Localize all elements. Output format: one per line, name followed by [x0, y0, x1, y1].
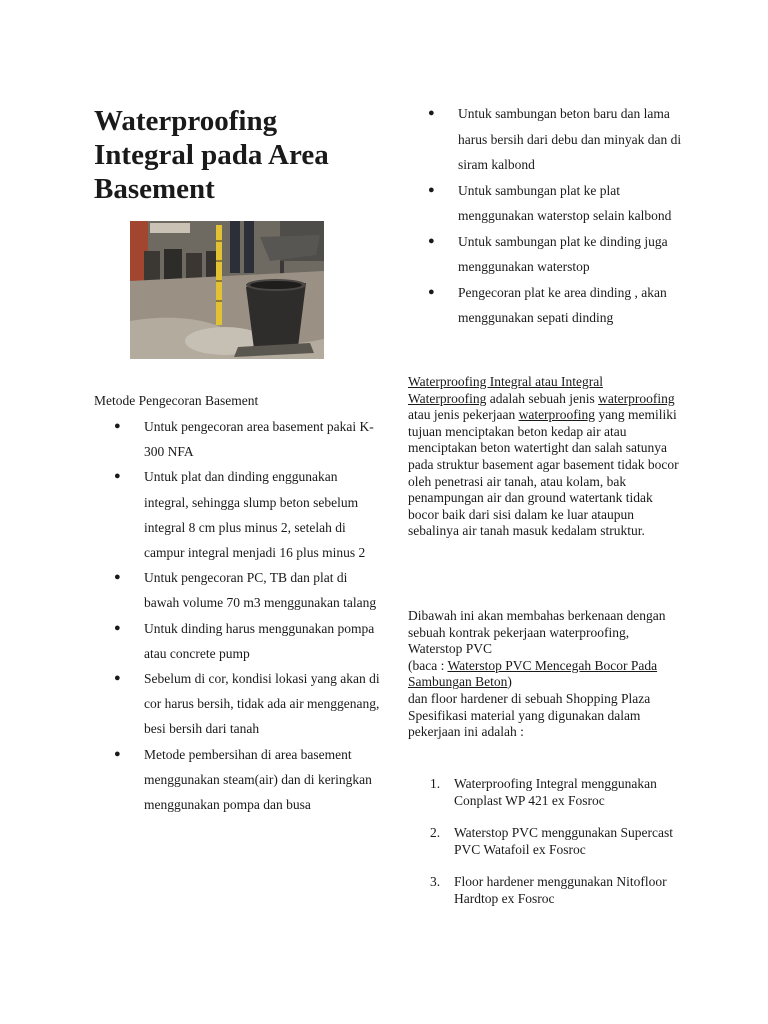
- bullet-icon: ●: [428, 107, 435, 119]
- list-item: 2. Waterstop PVC menggunakan Supercast PVC Watafoil ex Fosroc: [430, 825, 673, 857]
- spec-list: [408, 776, 680, 924]
- bullet-icon: ●: [428, 285, 435, 298]
- list-item: ● Untuk pengecoran PC, TB dan plat di bawah volume 70 m3 menggunakan talang: [94, 565, 384, 615]
- section-label: Metode Pengecoran Basement: [94, 393, 259, 408]
- bullet-icon: ●: [428, 183, 435, 196]
- list-item: 3. Floor hardener menggunakan Nitofloor Hardtop ex Fosroc: [430, 874, 667, 906]
- list-item: ● Untuk sambungan plat ke dinding juga menggunakan waterstop: [408, 229, 688, 280]
- construction-photo: [130, 221, 324, 359]
- waterproofing-link[interactable]: waterproofing: [598, 390, 675, 406]
- bullet-icon: ●: [114, 470, 121, 483]
- list-item: ● Sebelum di cor, kondisi lokasi yang akan di cor harus bersih, tidak ada air menggenang, besi bersih dari tanah: [94, 666, 384, 742]
- bullet-icon: ●: [114, 672, 121, 685]
- page-title: Waterproofing Integral pada Area Basement: [94, 105, 329, 205]
- list-item: ● Untuk pengecoran area basement pakai K-300 NFA: [94, 414, 384, 464]
- waterproofing-link-2[interactable]: waterproofing: [518, 407, 596, 423]
- bullet-icon: ●: [114, 571, 121, 584]
- contract-paragraph: Dibawah ini akan membahas berkenaan dengan sebuah kontrak pekerjaan waterproofing, Waterstop PVC (baca : Waterstop PVC Mencegah Bocor Pada Sambungan Beton) dan floor hardener di sebuah Shopping Plaza Spesifikasi material yang digunakan dalam pekerjaan ini adalah :: [408, 608, 666, 740]
- list-item: ● Untuk dinding harus menggunakan pompa atau concrete pump: [94, 616, 384, 666]
- list-item: ● Metode pembersihan di area basement menggunakan steam(air) dan di keringkan menggunakan pompa dan busa: [94, 742, 384, 818]
- waterstop-article-link[interactable]: Waterstop PVC Mencegah Bocor Pada Sambungan Beton: [408, 657, 658, 690]
- list-item: 1. Waterproofing Integral menggunakan Conplast WP 421 ex Fosroc: [430, 776, 657, 808]
- bullet-icon: ●: [114, 420, 121, 432]
- list-item: ● Pengecoran plat ke area dinding , akan menggunakan sepati dinding: [408, 280, 688, 331]
- bullet-icon: ●: [114, 621, 121, 634]
- bullet-icon: ●: [114, 747, 121, 760]
- list-item: ● Untuk sambungan plat ke plat menggunakan waterstop selain kalbond: [408, 178, 688, 229]
- left-column: [94, 392, 384, 817]
- list-item: ● Untuk plat dan dinding enggunakan integral, sehingga slump beton sebelum integral 8 cm plus minus 2, setelah di campur integral menjadi 16 plus minus 2: [94, 464, 384, 565]
- joint-list: [408, 101, 688, 331]
- bullet-icon: ●: [428, 234, 435, 247]
- waterproofing-integral-link[interactable]: Waterproofing Integral atau Integral Waterproofing: [408, 374, 603, 406]
- method-list: [94, 414, 384, 817]
- right-top-column: [408, 101, 688, 331]
- list-item: ● Untuk sambungan beton baru dan lama harus bersih dari debu dan minyak dan di siram kalbond: [408, 101, 688, 178]
- intro-paragraph: Waterproofing Integral atau Integral Waterproofing adalah sebuah jenis waterproofing atau jenis pekerjaan waterproofing yang memiliki tujuan menciptakan beton kedap air atau menciptakan beton watertight dan salah satunya pada struktur basement agar basement tidak bocor oleh penetrasi air tanah, atau kolam, bak penampungan air dan ground watertank tidak bocor baik dari sisi dalam ke luar ataupun sebalinya air tanah masuk kedalam struktur.: [408, 374, 679, 539]
